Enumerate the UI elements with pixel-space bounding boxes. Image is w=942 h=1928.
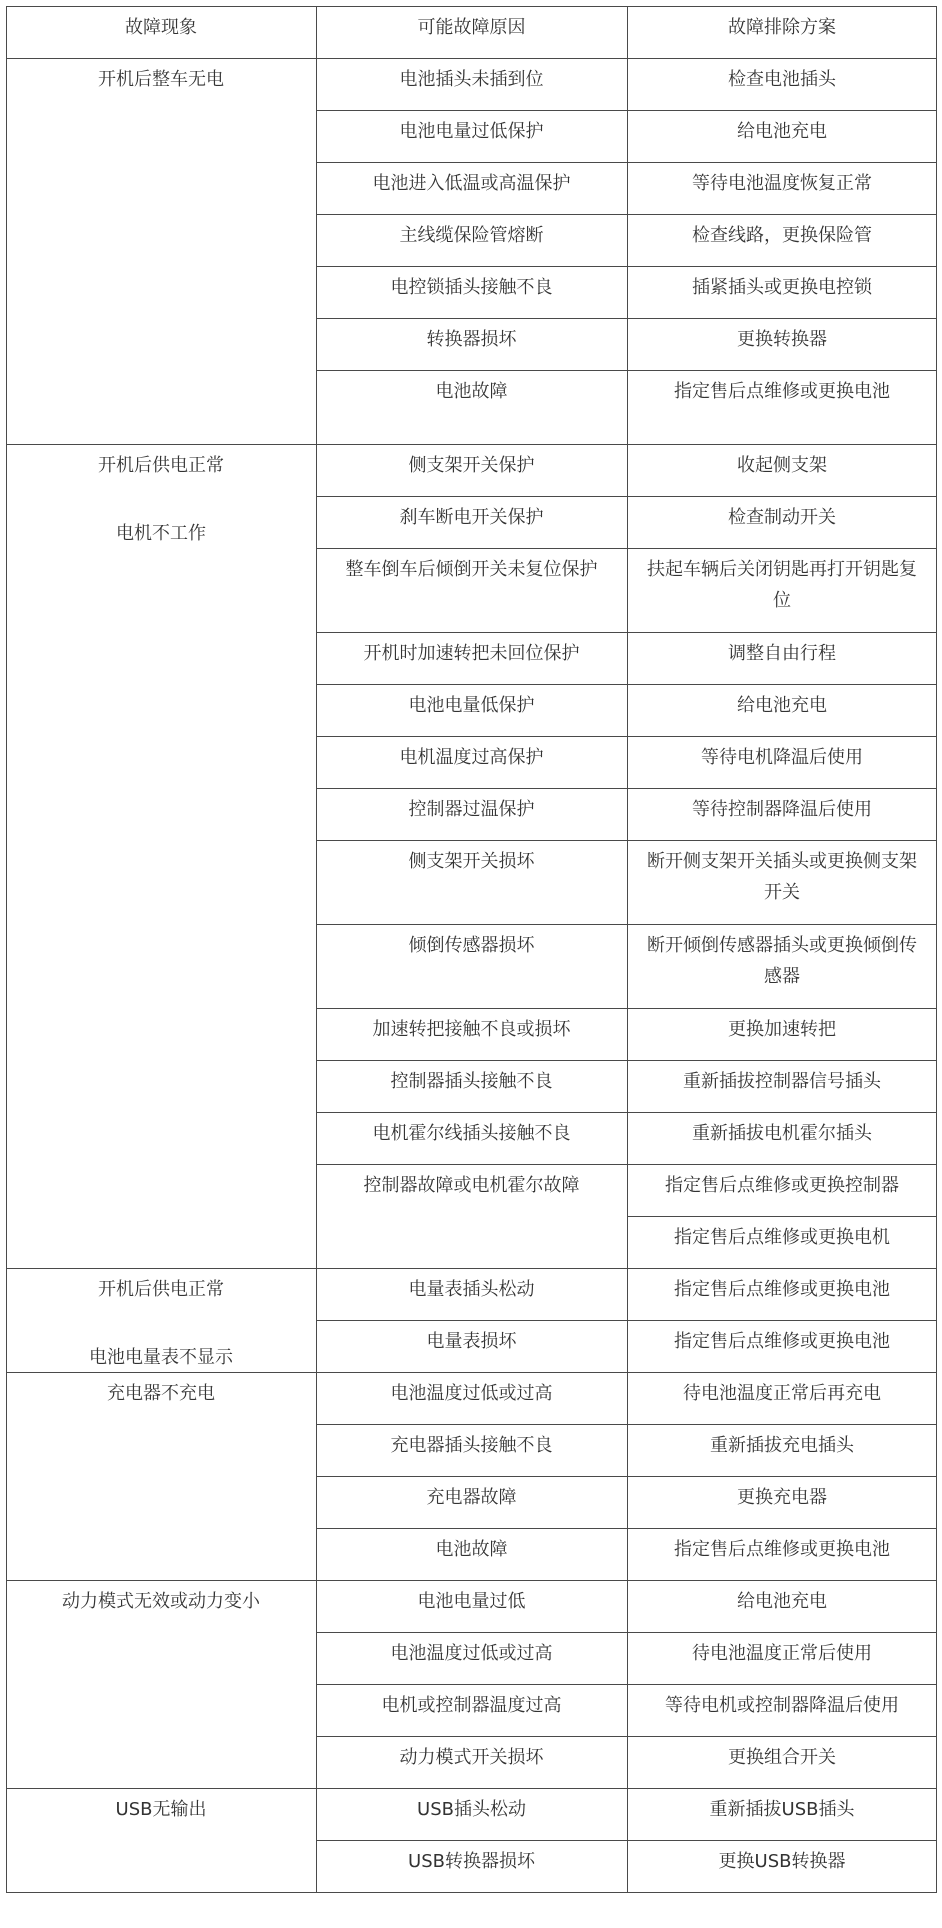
- table-border: [316, 6, 317, 1893]
- fix-cell: 检查电池插头: [728, 69, 836, 90]
- cause-cell: 控制器故障或电机霍尔故障: [363, 1175, 580, 1196]
- cause-cell: 电池故障: [435, 381, 508, 402]
- fix-cell: 给电池充电: [737, 121, 827, 142]
- fix-cell: 重新插拔控制器信号插头: [683, 1071, 881, 1092]
- fix-cell: 收起侧支架: [737, 455, 827, 476]
- cause-cell: USB插头松动: [417, 1799, 526, 1820]
- cause-cell: 电池电量过低保护: [399, 121, 544, 142]
- table-border: [6, 444, 937, 445]
- table-border: [6, 6, 7, 1893]
- cause-cell: 加速转把接触不良或损坏: [372, 1019, 571, 1040]
- fix-cell: 等待控制器降温后使用: [692, 799, 872, 820]
- table-border: [627, 6, 628, 1893]
- cause-cell: 主线缆保险管熔断: [399, 225, 544, 246]
- cause-cell: 电池故障: [435, 1539, 508, 1560]
- symptom-label: USB无输出: [115, 1799, 207, 1820]
- symptom-label: 开机后供电正常: [98, 1279, 224, 1300]
- fix-cell: 更换组合开关: [728, 1747, 836, 1768]
- fix-cell: 重新插拔充电插头: [710, 1435, 854, 1456]
- fix-cell: 指定售后点维修或更换电池: [674, 381, 890, 402]
- fix-cell: 检查线路，更换保险管: [692, 225, 872, 246]
- fix-cell: 指定售后点维修或更换电池: [674, 1279, 890, 1300]
- table-border: [6, 1580, 937, 1581]
- fix-cell: 更换转换器: [737, 329, 827, 350]
- fix-cell: 重新插拔USB插头: [709, 1799, 855, 1820]
- cause-cell: 电量表损坏: [426, 1331, 517, 1352]
- cause-cell: 电池温度过低或过高: [390, 1643, 553, 1664]
- cause-cell: 控制器插头接触不良: [390, 1071, 553, 1092]
- fix-cell: 给电池充电: [737, 1591, 827, 1612]
- header-cell: 可能故障原因: [417, 17, 526, 38]
- table-border: [6, 6, 937, 7]
- symptom-label: 电机不工作: [116, 523, 206, 544]
- cause-cell: 动力模式开关损坏: [399, 1747, 544, 1768]
- cause-cell: 刹车断电开关保护: [399, 507, 544, 528]
- cause-cell: 电池电量低保护: [408, 695, 535, 716]
- cause-cell: 侧支架开关损坏: [408, 851, 535, 872]
- cause-cell: 电机霍尔线插头接触不良: [372, 1123, 571, 1144]
- fix-cell: 插紧插头或更换电控锁: [692, 277, 872, 298]
- fix-cell: 扶起车辆后关闭钥匙再打开钥匙复位: [647, 559, 917, 611]
- cause-cell: 电池电量过低: [417, 1591, 526, 1612]
- fix-cell: 更换加速转把: [728, 1019, 836, 1040]
- cause-cell: 整车倒车后倾倒开关未复位保护: [345, 559, 598, 580]
- cause-cell: 电机或控制器温度过高: [381, 1695, 562, 1716]
- cause-cell: 侧支架开关保护: [408, 455, 535, 476]
- fix-cell: 断开倾倒传感器插头或更换倾倒传感器: [647, 935, 917, 987]
- fix-cell: 断开侧支架开关插头或更换侧支架开关: [647, 851, 917, 903]
- fix-cell: 更换USB转换器: [718, 1851, 846, 1872]
- cause-cell: 倾倒传感器损坏: [408, 935, 535, 956]
- symptom-label: 开机后供电正常: [98, 455, 224, 476]
- table-border: [936, 6, 937, 1893]
- table-border: [627, 1216, 937, 1217]
- cause-cell: 充电器插头接触不良: [390, 1435, 553, 1456]
- cause-cell: 电池进入低温或高温保护: [372, 173, 571, 194]
- fix-cell: 重新插拔电机霍尔插头: [692, 1123, 872, 1144]
- fix-cell: 给电池充电: [737, 695, 827, 716]
- cause-cell: 充电器故障: [426, 1487, 517, 1508]
- fix-cell: 更换充电器: [737, 1487, 827, 1508]
- fix-cell: 指定售后点维修或更换电池: [674, 1331, 890, 1352]
- fix-cell: 待电池温度正常后使用: [692, 1643, 872, 1664]
- fix-cell: 指定售后点维修或更换电池: [674, 1539, 890, 1560]
- fix-cell: 待电池温度正常后再充电: [683, 1383, 881, 1404]
- troubleshooting-table: [6, 6, 937, 1910]
- table-border: [6, 1892, 937, 1893]
- cause-cell: 转换器损坏: [426, 329, 517, 350]
- cause-cell: 电机温度过高保护: [399, 747, 544, 768]
- fix-cell: 检查制动开关: [728, 507, 836, 528]
- fix-cell: 调整自由行程: [728, 643, 836, 664]
- symptom-label: 电池电量表不显示: [89, 1347, 233, 1368]
- cause-cell: 电控锁插头接触不良: [390, 277, 553, 298]
- table-border: [6, 1372, 937, 1373]
- cause-cell: 电池插头未插到位: [399, 69, 544, 90]
- symptom-label: 充电器不充电: [107, 1383, 215, 1404]
- cause-cell: 开机时加速转把未回位保护: [363, 643, 580, 664]
- cause-cell: 电池温度过低或过高: [390, 1383, 553, 1404]
- fix-cell: 等待电池温度恢复正常: [692, 173, 872, 194]
- table-border: [6, 58, 937, 59]
- table-border: [6, 1268, 937, 1269]
- header-cell: 故障排除方案: [728, 17, 836, 38]
- symptom-label: 动力模式无效或动力变小: [62, 1591, 260, 1612]
- fix-cell: 等待电机降温后使用: [701, 747, 863, 768]
- fix-cell: 指定售后点维修或更换电机: [674, 1227, 890, 1248]
- cause-cell: 控制器过温保护: [408, 799, 535, 820]
- fix-cell: 指定售后点维修或更换控制器: [665, 1175, 899, 1196]
- cause-cell: 电量表插头松动: [408, 1279, 535, 1300]
- header-cell: 故障现象: [125, 17, 197, 38]
- symptom-label: 开机后整车无电: [98, 69, 224, 90]
- cause-cell: USB转换器损坏: [408, 1851, 535, 1872]
- fix-cell: 等待电机或控制器降温后使用: [665, 1695, 899, 1716]
- table-border: [6, 1788, 937, 1789]
